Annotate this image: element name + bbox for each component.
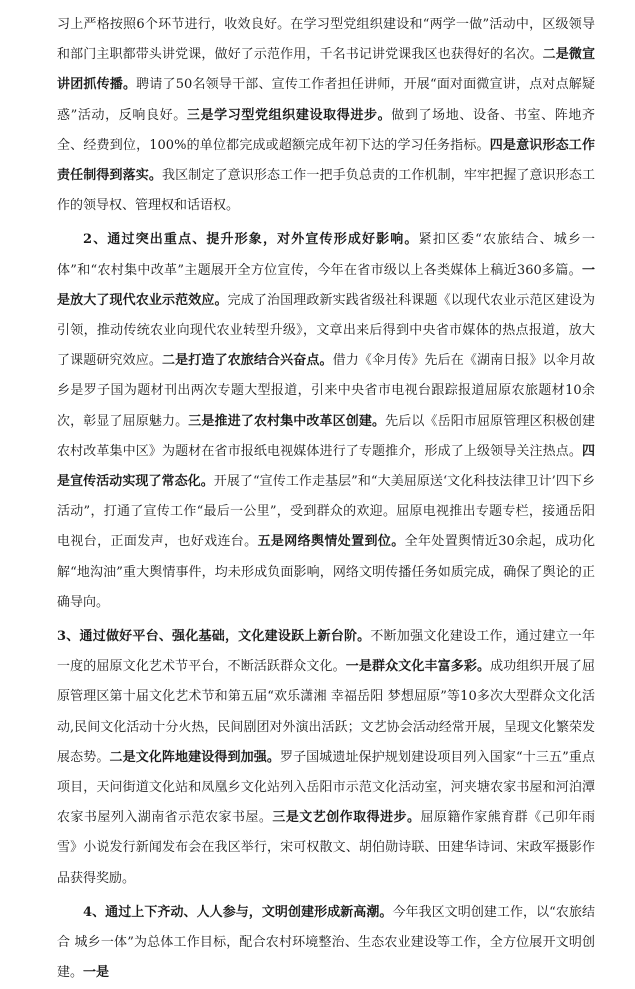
bold-heading-text: 一是放大了现代农业示范效应。 bbox=[57, 262, 595, 308]
bold-heading-text: 一是群众文化丰富多彩。 bbox=[345, 659, 491, 675]
bold-heading-text: 三是推进了农村集中改革区创建。 bbox=[188, 413, 386, 429]
body-text: 屈原籍作家熊育群《己卯年雨雪》小说发行新闻发布会在我区举行，宋可权散文、胡伯勋诗联、田建华诗词、宋政军摄影作品获得奖励。 bbox=[57, 810, 595, 886]
body-text: 全年处置舆情近30余起，成功化解“地沟油”重大舆情事件，均未形成负面影响，网络文明传播任务如质完成，确保了舆论的正确导向。 bbox=[57, 534, 595, 610]
paragraph-3 bbox=[57, 622, 595, 894]
body-text: 罗子国城遗址保护规划建设项目列入国家“十三五”重点项目，天问街道文化站和凤凰乡文化站列入岳阳市示范文化活动室，河夹塘农家书屋和河泊潭农家书屋列入湖南省示范农家书屋。 bbox=[57, 749, 595, 826]
bold-heading-text: 一是 bbox=[83, 965, 110, 981]
body-text: 我区制定了意识形态工作一把手负总责的工作机制，牢牢把握了意识形态工作的领导权、管理权和话语权。 bbox=[57, 168, 595, 214]
bold-heading-text: 二是打造了农旅结合兴奋点。 bbox=[162, 353, 333, 369]
body-text: 成功组织开展了屈原管理区第十届文化艺术节和第五届“欢乐潇湘 幸福岳阳 梦想屈原”等10多次大型群众文化活动,民间文化活动十分火热，民间剧团对外演出活跃；文艺协会活动经常开展，呈现文化繁荣发展态势。 bbox=[57, 659, 595, 765]
paragraph-2 bbox=[57, 225, 595, 618]
paragraph-1 bbox=[57, 10, 595, 221]
bold-heading-text: 三是文艺创作取得进步。 bbox=[272, 810, 421, 826]
body-text: 习上严格按照6个环节进行，收效良好。在学习型党组织建设和“两学一做”活动中，区级领导和部门主职都带头讲党课，做好了示范作用，千名书记讲党课我区也获得好的名次。 bbox=[57, 17, 595, 63]
body-text: 聘请了50名领导干部、宣传工作者担任讲师，开展“面对面微宣讲，点对点解疑惑”活动，反响良好。 bbox=[57, 77, 595, 123]
body-text: 不断加强文化建设工作，通过建立一年一度的屈原文化艺术节平台，不断活跃群众文化。 bbox=[57, 629, 595, 675]
bold-heading-text: 2、通过突出重点、提升形象，对外宣传形成好影响。 bbox=[83, 232, 419, 248]
bold-heading-text: 四是意识形态工作责任制得到落实。 bbox=[57, 137, 595, 184]
body-text: 今年我区文明创建工作，以“农旅结合 城乡一体”为总体工作目标，配合农村环境整治、生态农业建设等工作，全方位展开文明创建。 bbox=[57, 904, 595, 981]
body-text: 借力《伞月传》先后在《湖南日报》以伞月故乡是罗子国为题材刊出两次专题大型报道，引来中央省市电视台跟踪报道屈原农旅题材10余次，彰显了屈原魅力。 bbox=[57, 353, 595, 429]
body-text: 开展了“宣传工作走基层”和“大美屈原送‘文化科技法律卫计’四下乡活动”，打通了宣传工作“最后一公里”，受到群众的欢迎。屈原电视推出专题专栏，接通岳阳电视台，正面发声，也好戏连台。 bbox=[57, 474, 595, 550]
paragraph-4 bbox=[57, 898, 595, 989]
body-text: 完成了治国理政新实践省级社科课题《以现代农业示范区建设为引领，推动传统农业向现代农业转型升级》，文章出来后得到中央省市媒体的热点报道，放大了课题研究效应。 bbox=[57, 292, 595, 369]
bold-heading-text: 4、通过上下齐动、人人参与，文明创建形成新高潮。 bbox=[83, 904, 393, 920]
bold-heading-text: 四是宣传活动实现了常态化。 bbox=[57, 443, 595, 490]
bold-heading-text: 3、通过做好平台、强化基础，文化建设跃上新台阶。 bbox=[57, 629, 371, 645]
body-text: 先后以《岳阳市屈原管理区积极创建农村改革集中区》为题材在省市报纸电视媒体进行了专题推介，形成了上级领导关注热点。 bbox=[57, 413, 595, 459]
body-text: 做到了场地、设备、书室、阵地齐全、经费到位，100%的单位都完成或超额完成年初下达的学习任务指标。 bbox=[57, 107, 595, 153]
document-body bbox=[57, 10, 595, 989]
bold-heading-text: 五是网络舆情处置到位。 bbox=[257, 534, 405, 550]
body-text: 紧扣区委“农旅结合、城乡一体”和“农村集中改革”主题展开全方位宣传，今年在省市级以上各类媒体上稿近360多篇。 bbox=[57, 232, 595, 278]
bold-heading-text: 二是微宣讲团抓传播。 bbox=[57, 47, 595, 93]
bold-heading-text: 三是学习型党组织建设取得进步。 bbox=[186, 107, 392, 123]
bold-heading-text: 二是文化阵地建设得到加强。 bbox=[109, 749, 280, 765]
